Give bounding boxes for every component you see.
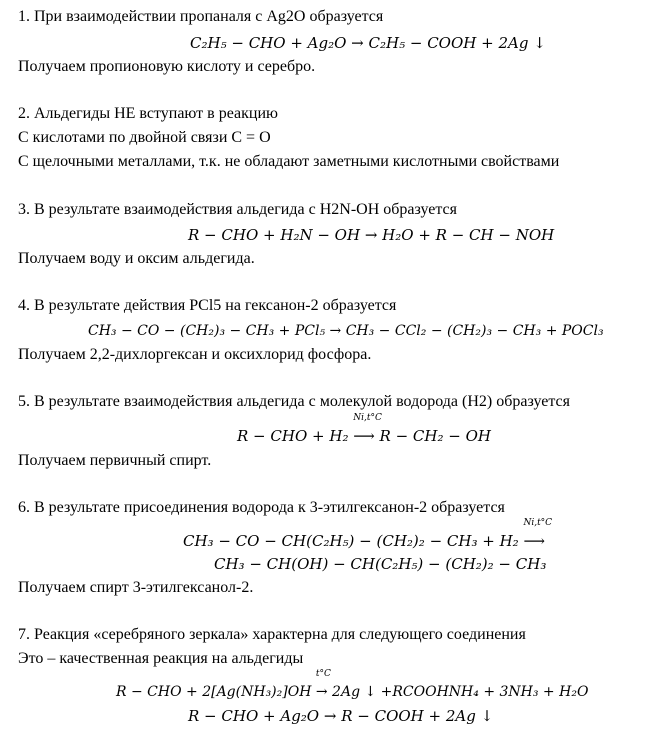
item-3-result: Получаем воду и оксим альдегида. <box>18 250 255 267</box>
item-7-heading: 7. Реакция «серебряного зеркала» характерна для следующего соединения <box>18 626 526 643</box>
item-4-heading: 4. В результате действия PCl5 на гексанон-2 образуется <box>18 297 397 314</box>
item-6-arrow: Ni,t°C ⟶ <box>523 518 553 550</box>
item-7-condition: t°C <box>315 669 331 679</box>
item-7-arrow: t°C → <box>315 669 331 700</box>
item-5-condition: Ni,t°C <box>353 413 382 423</box>
item-6-result: Получаем спирт 3-этилгексанол-2. <box>18 579 254 596</box>
item-1-equation: C₂H₅ − CHO + Ag₂O → C₂H₅ − COOH + 2Ag ↓ <box>190 34 546 52</box>
item-6-equation-line-1 <box>183 518 553 552</box>
item-7-equation-1 <box>116 669 589 703</box>
item-6-condition: Ni,t°C <box>523 518 553 528</box>
item-1-result: Получаем пропионовую кислоту и серебро. <box>18 58 316 75</box>
item-5-eq-left: R − CHO + H₂ <box>237 427 349 445</box>
item-5-arrow: Ni,t°C ⟶ <box>353 413 382 445</box>
item-2-line-3: С щелочными металлами, т.к. не обладают заметными кислотными свойствами <box>18 153 560 170</box>
item-6-equation-line-2: CH₃ − CH(OH) − CH(C₂H₅) − (CH₂)₂ − CH₃ <box>214 555 547 573</box>
item-6-heading: 6. В результате присоединения водорода к 3-этилгексанон-2 образуется <box>18 499 505 516</box>
item-5-result: Получаем первичный спирт. <box>18 452 212 469</box>
item-4-result: Получаем 2,2-дихлоргексан и оксихлорид фосфора. <box>18 346 372 363</box>
item-3-heading: 3. В результате взаимодействия альдегида с H2N-OH образуется <box>18 201 458 218</box>
item-5-heading: 5. В результате взаимодействия альдегида с молекулой водорода (H2) образуется <box>18 393 570 410</box>
item-1-heading: 1. При взаимодействии пропаналя с Ag2O образуется <box>18 8 384 25</box>
item-3-equation: R − CHO + H₂N − OH → H₂O + R − CH − NOH <box>188 226 555 244</box>
item-7-eq1-left: R − CHO + 2[Ag(NH₃)₂]OH <box>116 684 312 700</box>
item-5-equation <box>237 413 491 447</box>
item-7-eq1-right: 2Ag ↓ +RCOOHNH₄ + 3NH₃ + H₂O <box>332 684 589 700</box>
item-7-line-2: Это – качественная реакция на альдегиды <box>18 650 304 667</box>
item-4-equation: CH₃ − CO − (CH₂)₃ − CH₃ + PCl₅ → CH₃ − CCl₂ − (CH₂)₃ − CH₃ + POCl₃ <box>88 323 604 339</box>
item-6-eq-left: CH₃ − CO − CH(C₂H₅) − (CH₂)₂ − CH₃ + H₂ <box>183 532 519 550</box>
item-2-heading: 2. Альдегиды НЕ вступают в реакцию <box>18 105 278 122</box>
item-5-eq-right: R − CH₂ − OH <box>379 427 491 445</box>
item-7-equation-2: R − CHO + Ag₂O → R − COOH + 2Ag ↓ <box>188 707 494 725</box>
item-2-line-2: С кислотами по двойной связи C = O <box>18 129 271 146</box>
